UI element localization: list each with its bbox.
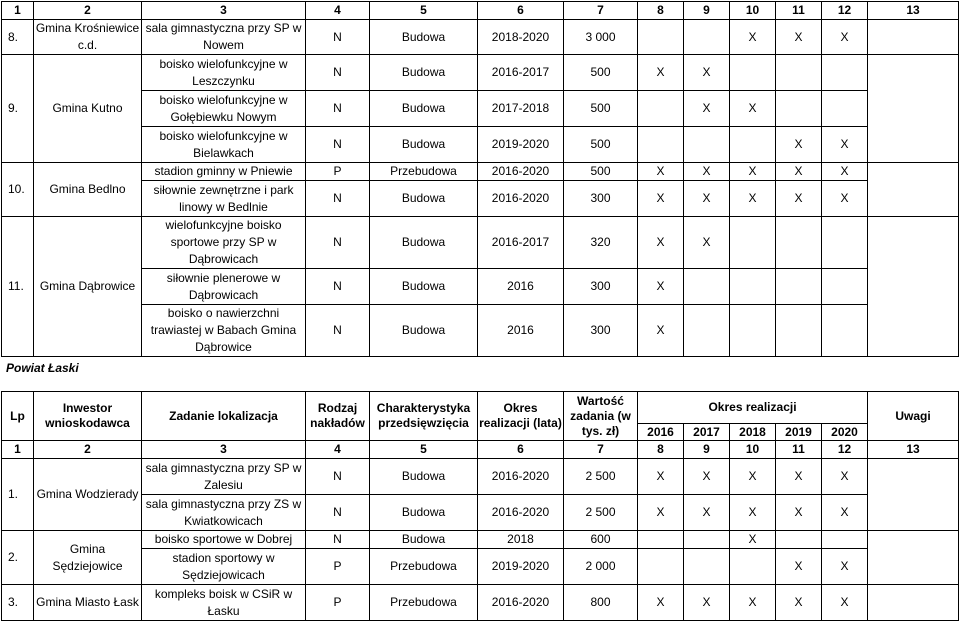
task-cell: sala gimnastyczna przy SP w Nowem xyxy=(142,20,306,55)
col-number: 8 xyxy=(638,441,684,459)
period-cell: 2016-2017 xyxy=(478,55,564,91)
col-number: 1 xyxy=(2,2,34,20)
year-cell: X xyxy=(822,127,868,163)
value-cell: 500 xyxy=(564,55,638,91)
notes-cell xyxy=(868,217,959,357)
header-row xyxy=(2,392,959,424)
year-cell: X xyxy=(730,163,776,181)
character-cell: Przebudowa xyxy=(370,549,478,585)
year-cell: X xyxy=(684,459,730,495)
year-cell: X xyxy=(822,163,868,181)
year-cell: X xyxy=(638,55,684,91)
year-cell xyxy=(822,269,868,305)
period-cell: 2019-2020 xyxy=(478,127,564,163)
year-cell xyxy=(822,217,868,269)
year-cell xyxy=(684,20,730,55)
year-cell xyxy=(730,305,776,357)
col-number: 4 xyxy=(306,441,370,459)
period-cell: 2016 xyxy=(478,269,564,305)
period-cell: 2018 xyxy=(478,531,564,549)
lp-cell: 10. xyxy=(2,163,34,217)
period-cell: 2017-2018 xyxy=(478,91,564,127)
value-cell: 800 xyxy=(564,585,638,621)
character-cell: Budowa xyxy=(370,127,478,163)
col-number: 7 xyxy=(564,2,638,20)
investor-cell: Gmina Wodzierady xyxy=(34,459,142,531)
table-row xyxy=(2,127,959,163)
notes-cell xyxy=(868,459,959,531)
year-cell: X xyxy=(638,163,684,181)
value-cell: 300 xyxy=(564,269,638,305)
task-cell: sala gimnastyczna przy ZS w Kwiatkowicach xyxy=(142,495,306,531)
col-number: 11 xyxy=(776,2,822,20)
year-cell: X xyxy=(730,181,776,217)
year-cell xyxy=(638,91,684,127)
notes-cell xyxy=(868,585,959,621)
type-cell: N xyxy=(306,127,370,163)
table-row xyxy=(2,91,959,127)
year-cell xyxy=(684,269,730,305)
task-cell: kompleks boisk w CSiR w Łasku xyxy=(142,585,306,621)
year-cell xyxy=(822,531,868,549)
header-character: Charakterystyka przedsięwzięcia xyxy=(370,392,478,441)
type-cell: N xyxy=(306,20,370,55)
year-cell: X xyxy=(730,20,776,55)
col-number: 5 xyxy=(370,441,478,459)
value-cell: 500 xyxy=(564,91,638,127)
col-number: 1 xyxy=(2,441,34,459)
year-cell xyxy=(776,269,822,305)
task-cell: boisko wielofunkcyjne w Bielawkach xyxy=(142,127,306,163)
table-row xyxy=(2,217,959,269)
period-cell: 2016-2020 xyxy=(478,163,564,181)
character-cell: Budowa xyxy=(370,531,478,549)
year-cell: X xyxy=(822,549,868,585)
task-cell: boisko wielofunkcyjne w Leszczynku xyxy=(142,55,306,91)
task-cell: boisko sportowe w Dobrej xyxy=(142,531,306,549)
year-cell: X xyxy=(776,459,822,495)
task-cell: boisko wielofunkcyjne w Gołębiewku Nowym xyxy=(142,91,306,127)
year-cell: X xyxy=(638,181,684,217)
year-cell xyxy=(776,217,822,269)
investor-cell: Gmina Dąbrowice xyxy=(34,217,142,357)
header-year: 2020 xyxy=(822,424,868,441)
col-number: 5 xyxy=(370,2,478,20)
period-cell: 2016-2020 xyxy=(478,585,564,621)
col-number: 12 xyxy=(822,441,868,459)
year-cell xyxy=(638,549,684,585)
character-cell: Budowa xyxy=(370,20,478,55)
lp-cell: 8. xyxy=(2,20,34,55)
year-cell: X xyxy=(822,20,868,55)
year-cell: X xyxy=(776,127,822,163)
year-cell xyxy=(684,305,730,357)
value-cell: 600 xyxy=(564,531,638,549)
year-cell: X xyxy=(776,585,822,621)
col-number: 3 xyxy=(142,441,306,459)
table-row xyxy=(2,55,959,91)
col-number: 8 xyxy=(638,2,684,20)
year-cell xyxy=(730,217,776,269)
table-row xyxy=(2,20,959,55)
notes-cell xyxy=(868,20,959,55)
type-cell: N xyxy=(306,55,370,91)
year-cell xyxy=(684,549,730,585)
year-cell xyxy=(684,531,730,549)
header-value: Wartość zadania (w tys. zł) xyxy=(564,392,638,441)
type-cell: P xyxy=(306,549,370,585)
table-row xyxy=(2,495,959,531)
year-cell: X xyxy=(822,181,868,217)
year-cell xyxy=(638,531,684,549)
type-cell: N xyxy=(306,269,370,305)
year-cell: X xyxy=(730,495,776,531)
character-cell: Budowa xyxy=(370,269,478,305)
investment-table-bottom xyxy=(1,391,959,621)
investor-cell: Gmina Krośniewice c.d. xyxy=(34,20,142,55)
year-cell xyxy=(822,55,868,91)
value-cell: 500 xyxy=(564,127,638,163)
task-cell: stadion sportowy w Sędziejowicach xyxy=(142,549,306,585)
table-row xyxy=(2,181,959,217)
year-cell xyxy=(822,305,868,357)
header-notes: Uwagi xyxy=(868,392,959,441)
year-cell: X xyxy=(776,163,822,181)
type-cell: N xyxy=(306,531,370,549)
period-cell: 2019-2020 xyxy=(478,549,564,585)
lp-cell: 2. xyxy=(2,531,34,585)
header-year: 2019 xyxy=(776,424,822,441)
year-cell: X xyxy=(638,269,684,305)
year-cell: X xyxy=(822,585,868,621)
year-cell xyxy=(776,91,822,127)
year-cell: X xyxy=(776,495,822,531)
type-cell: N xyxy=(306,217,370,269)
period-cell: 2016-2017 xyxy=(478,217,564,269)
col-number: 10 xyxy=(730,441,776,459)
year-cell: X xyxy=(638,585,684,621)
lp-cell: 9. xyxy=(2,55,34,163)
col-number: 3 xyxy=(142,2,306,20)
col-number: 11 xyxy=(776,441,822,459)
year-cell: X xyxy=(638,495,684,531)
value-cell: 320 xyxy=(564,217,638,269)
col-number: 12 xyxy=(822,2,868,20)
year-cell xyxy=(730,269,776,305)
value-cell: 300 xyxy=(564,305,638,357)
type-cell: N xyxy=(306,91,370,127)
value-cell: 2 500 xyxy=(564,459,638,495)
investor-cell: Gmina Miasto Łask xyxy=(34,585,142,621)
year-cell xyxy=(822,91,868,127)
col-number: 13 xyxy=(868,441,959,459)
task-cell: boisko o nawierzchni trawiastej w Babach Gmina Dąbrowice xyxy=(142,305,306,357)
year-cell xyxy=(776,531,822,549)
year-cell: X xyxy=(638,217,684,269)
header-year: 2016 xyxy=(638,424,684,441)
character-cell: Budowa xyxy=(370,495,478,531)
year-cell: X xyxy=(822,495,868,531)
col-number: 2 xyxy=(34,2,142,20)
table-row xyxy=(2,459,959,495)
table-row xyxy=(2,585,959,621)
type-cell: N xyxy=(306,459,370,495)
character-cell: Budowa xyxy=(370,305,478,357)
year-cell: X xyxy=(684,55,730,91)
investor-cell: Gmina Kutno xyxy=(34,55,142,163)
lp-cell: 11. xyxy=(2,217,34,357)
table-row xyxy=(2,305,959,357)
character-cell: Przebudowa xyxy=(370,585,478,621)
year-cell xyxy=(684,127,730,163)
task-cell: siłownie plenerowe w Dąbrowicach xyxy=(142,269,306,305)
col-number: 7 xyxy=(564,441,638,459)
lp-cell: 1. xyxy=(2,459,34,531)
character-cell: Przebudowa xyxy=(370,163,478,181)
notes-cell xyxy=(868,531,959,585)
task-cell: siłownie zewnętrzne i park linowy w Bedlnie xyxy=(142,181,306,217)
period-cell: 2016-2020 xyxy=(478,181,564,217)
column-number-row xyxy=(2,441,959,459)
year-cell: X xyxy=(730,531,776,549)
period-cell: 2016 xyxy=(478,305,564,357)
year-cell: X xyxy=(684,585,730,621)
header-task: Zadanie lokalizacja xyxy=(142,392,306,441)
value-cell: 2 500 xyxy=(564,495,638,531)
period-cell: 2016-2020 xyxy=(478,495,564,531)
task-cell: sala gimnastyczna przy SP w Zalesiu xyxy=(142,459,306,495)
year-cell xyxy=(730,127,776,163)
value-cell: 2 000 xyxy=(564,549,638,585)
col-number: 2 xyxy=(34,441,142,459)
year-cell: X xyxy=(776,20,822,55)
year-cell: X xyxy=(684,217,730,269)
task-cell: wielofunkcyjne boisko sportowe przy SP w Dąbrowicach xyxy=(142,217,306,269)
col-number: 9 xyxy=(684,2,730,20)
header-realization: Okres realizacji xyxy=(638,392,868,424)
year-cell: X xyxy=(684,91,730,127)
year-cell: X xyxy=(684,163,730,181)
value-cell: 3 000 xyxy=(564,20,638,55)
year-cell xyxy=(776,55,822,91)
year-cell: X xyxy=(684,495,730,531)
year-cell: X xyxy=(776,549,822,585)
task-cell: stadion gminny w Pniewie xyxy=(142,163,306,181)
type-cell: P xyxy=(306,585,370,621)
header-year: 2018 xyxy=(730,424,776,441)
col-number: 13 xyxy=(868,2,959,20)
year-cell xyxy=(776,305,822,357)
type-cell: P xyxy=(306,163,370,181)
investment-table-top xyxy=(1,1,959,357)
character-cell: Budowa xyxy=(370,55,478,91)
type-cell: N xyxy=(306,181,370,217)
column-number-row xyxy=(2,2,959,20)
year-cell xyxy=(730,55,776,91)
type-cell: N xyxy=(306,495,370,531)
table-row xyxy=(2,531,959,549)
period-cell: 2016-2020 xyxy=(478,459,564,495)
year-cell xyxy=(638,127,684,163)
table-row xyxy=(2,269,959,305)
col-number: 6 xyxy=(478,441,564,459)
year-cell: X xyxy=(730,459,776,495)
notes-cell xyxy=(868,163,959,217)
investor-cell: Gmina Sędziejowice xyxy=(34,531,142,585)
section-title: Powiat Łaski xyxy=(6,361,79,375)
header-lp: Lp xyxy=(2,392,34,441)
year-cell: X xyxy=(730,585,776,621)
year-cell: X xyxy=(638,305,684,357)
col-number: 9 xyxy=(684,441,730,459)
type-cell: N xyxy=(306,305,370,357)
header-year: 2017 xyxy=(684,424,730,441)
table-row xyxy=(2,163,959,181)
year-cell: X xyxy=(638,459,684,495)
year-cell: X xyxy=(822,459,868,495)
header-type: Rodzaj nakładów xyxy=(306,392,370,441)
header-period: Okres realizacji (lata) xyxy=(478,392,564,441)
character-cell: Budowa xyxy=(370,217,478,269)
character-cell: Budowa xyxy=(370,459,478,495)
header-investor: Inwestor wnioskodawca xyxy=(34,392,142,441)
table-row xyxy=(2,549,959,585)
character-cell: Budowa xyxy=(370,181,478,217)
value-cell: 500 xyxy=(564,163,638,181)
year-cell: X xyxy=(776,181,822,217)
lp-cell: 3. xyxy=(2,585,34,621)
year-cell: X xyxy=(684,181,730,217)
col-number: 6 xyxy=(478,2,564,20)
year-cell: X xyxy=(730,91,776,127)
character-cell: Budowa xyxy=(370,91,478,127)
year-cell xyxy=(638,20,684,55)
value-cell: 300 xyxy=(564,181,638,217)
col-number: 4 xyxy=(306,2,370,20)
period-cell: 2018-2020 xyxy=(478,20,564,55)
investor-cell: Gmina Bedlno xyxy=(34,163,142,217)
notes-cell xyxy=(868,55,959,163)
year-cell xyxy=(730,549,776,585)
col-number: 10 xyxy=(730,2,776,20)
